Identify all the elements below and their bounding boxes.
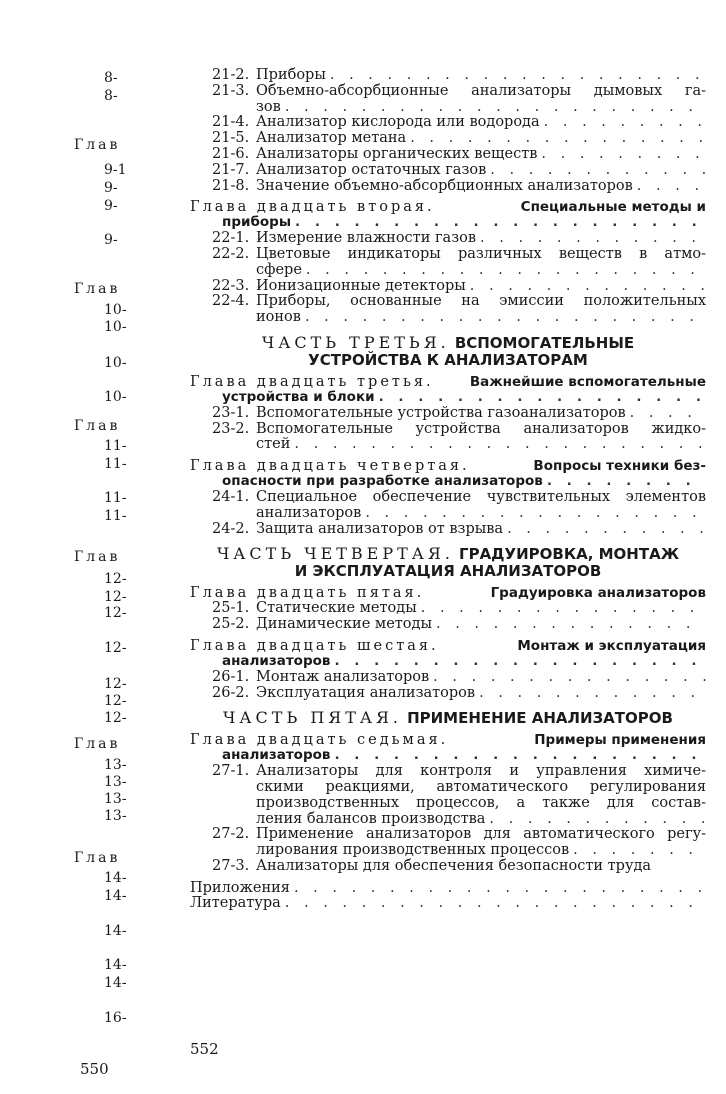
left-section-number: 10- (104, 389, 127, 405)
section-title: Измерение влажности газов (256, 230, 477, 247)
chapter-title-continuation: приборы (222, 214, 292, 231)
left-chapter-fragment: Глав (74, 281, 121, 297)
section-number: 21-2. (212, 67, 250, 83)
dot-leader (306, 263, 706, 279)
toc-entry-continuation (190, 796, 706, 812)
dot-leader (507, 522, 706, 538)
section-number: 24-2. (212, 520, 250, 537)
toc-misc-entry (190, 896, 706, 912)
left-section-number: 9- (104, 232, 118, 248)
section-number: 27-1. (212, 763, 250, 780)
toc-section-entry (190, 617, 706, 633)
section-title: Цветовые индикаторы различных веществ в атмо- (256, 245, 706, 262)
section-title: ионов (256, 309, 301, 326)
section-number: 24-1. (212, 488, 250, 505)
left-section-number: 16- (104, 1010, 127, 1026)
chapter-title: Градуировка анализаторов (490, 585, 706, 602)
left-section-number: 11- (104, 508, 127, 524)
section-title: сфере (256, 261, 302, 278)
section-number: 21-6. (212, 145, 250, 162)
section-title: Ионизационные детекторы (256, 277, 466, 294)
toc-part-heading (190, 334, 706, 369)
toc-misc-entry (190, 881, 706, 897)
dot-leader (479, 686, 706, 702)
toc-section-entry (190, 764, 706, 780)
toc-entry-continuation (190, 506, 706, 522)
toc-entry-continuation (190, 843, 706, 859)
toc-section-entry (190, 522, 706, 538)
part-label: ЧАСТЬ ТРЕТЬЯ. (261, 332, 450, 352)
section-number: 21-3. (212, 82, 250, 99)
section-title: зов (256, 98, 281, 115)
table-of-contents (190, 68, 706, 912)
section-title: Применение анализаторов для автоматического регу- (256, 826, 706, 843)
chapter-title-continuation: опасности при разработке анализаторов (222, 473, 543, 490)
dot-leader (294, 881, 706, 897)
left-section-number: 14- (104, 888, 127, 904)
section-number: 26-1. (212, 668, 250, 685)
dot-leader (573, 843, 706, 859)
section-title: анализаторов (256, 504, 362, 521)
toc-section-entry (190, 84, 706, 100)
left-section-number: 12- (104, 693, 127, 709)
toc-section-entry (190, 686, 706, 702)
part-label: ЧАСТЬ ЧЕТВЕРТАЯ. (216, 544, 454, 564)
chapter-title: Вопросы техники без- (533, 458, 706, 475)
left-section-number: 9- (104, 180, 118, 196)
toc-entry-continuation (190, 100, 706, 116)
toc-section-entry (190, 231, 706, 247)
left-section-number: 14- (104, 923, 127, 939)
dot-leader (480, 231, 706, 247)
toc-section-entry (190, 279, 706, 295)
section-number: 22-3. (212, 277, 250, 294)
left-section-number: 13- (104, 757, 127, 773)
dot-leader (285, 100, 706, 116)
dot-leader (295, 215, 706, 231)
section-title: Литература (190, 895, 281, 912)
section-title: Приборы, основанные на эмиссии положительных (256, 293, 706, 310)
left-section-number: 9-1 (104, 162, 127, 178)
chapter-label: Глава двадцать вторая. (190, 199, 435, 216)
toc-chapter-heading (190, 638, 706, 670)
section-title: Вспомогательные устройства анализаторов жидко- (256, 420, 706, 437)
toc-entry-continuation (190, 310, 706, 326)
section-title: Анализатор остаточных газов (256, 161, 487, 178)
toc-part-heading (190, 545, 706, 580)
part-title: ГРАДУИРОВКА, МОНТАЖ (459, 545, 680, 564)
left-section-number: 12- (104, 589, 127, 605)
left-section-number: 12- (104, 571, 127, 587)
part-title: ВСПОМОГАТЕЛЬНЫЕ (454, 333, 635, 352)
chapter-label: Глава двадцать шестая. (190, 637, 439, 654)
toc-section-entry (190, 601, 706, 617)
section-number: 27-2. (212, 826, 250, 843)
section-title: Защита анализаторов от взрыва (256, 520, 504, 537)
dot-leader (547, 474, 706, 490)
chapter-title-continuation: анализаторов (222, 747, 331, 764)
toc-chapter-heading (190, 458, 706, 490)
dot-leader (285, 896, 706, 912)
chapter-title: Специальные методы и (520, 199, 706, 216)
section-title: лирования производственных процессов (256, 842, 570, 859)
toc-section-entry (190, 670, 706, 686)
section-title: Анализатор метана (256, 130, 407, 147)
dot-leader (421, 601, 706, 617)
section-number: 22-2. (212, 245, 250, 262)
dot-leader (541, 147, 706, 163)
section-title: Значение объемно-абсорбционных анализаторов (256, 177, 633, 194)
left-section-number: 14- (104, 975, 127, 991)
left-section-number: 8- (104, 70, 118, 86)
left-section-number: 12- (104, 605, 127, 621)
dot-leader (490, 163, 706, 179)
section-title: Динамические методы (256, 616, 432, 633)
section-title: ления балансов производства (256, 810, 486, 827)
left-section-number: 12- (104, 710, 127, 726)
left-chapter-fragment: Глав (74, 549, 121, 565)
section-number: 21-5. (212, 130, 250, 147)
part-title-continuation: И ЭКСПЛУАТАЦИЯ АНАЛИЗАТОРОВ (294, 562, 602, 581)
left-section-number: 13- (104, 808, 127, 824)
section-number: 26-2. (212, 684, 250, 701)
toc-chapter-heading (190, 374, 706, 406)
left-section-number: 8- (104, 88, 118, 104)
toc-entry-continuation (190, 263, 706, 279)
left-section-number: 11- (104, 438, 127, 454)
left-chapter-fragment: Глав (74, 418, 121, 434)
section-title: Анализаторы органических веществ (256, 145, 538, 162)
section-number: 22-4. (212, 293, 250, 310)
toc-section-entry (190, 490, 706, 506)
left-section-number: 10- (104, 302, 127, 318)
section-number: 22-1. (212, 230, 250, 247)
section-title: производственных процессов, а также для состав- (256, 794, 706, 811)
section-title: Эксплуатация анализаторов (256, 684, 476, 701)
toc-section-entry (190, 294, 706, 310)
toc-section-entry (190, 68, 706, 84)
section-title: Приложения (190, 879, 290, 896)
left-page-number: 550 (80, 1060, 109, 1078)
toc-section-entry (190, 147, 706, 163)
toc-section-entry (190, 163, 706, 179)
left-section-number: 12- (104, 676, 127, 692)
dot-leader (630, 406, 706, 422)
section-title: Анализаторы для обеспечения безопасности труда (256, 857, 652, 874)
left-section-number: 10- (104, 319, 127, 335)
toc-section-entry (190, 131, 706, 147)
toc-chapter-heading (190, 732, 706, 764)
toc-part-heading (190, 709, 706, 727)
section-title: Вспомогательные устройства газоанализаторов (256, 404, 626, 421)
part-title: ПРИМЕНЕНИЕ АНАЛИЗАТОРОВ (407, 709, 673, 728)
toc-chapter-heading (190, 585, 706, 601)
toc-section-entry (190, 422, 706, 438)
dot-leader (544, 115, 706, 131)
section-title: Монтаж анализаторов (256, 668, 430, 685)
left-section-number: 14- (104, 957, 127, 973)
dot-leader (470, 279, 706, 295)
chapter-label: Глава двадцать седьмая. (190, 732, 449, 749)
part-title-continuation: УСТРОЙСТВА К АНАЛИЗАТОРАМ (308, 350, 588, 369)
toc-section-entry (190, 115, 706, 131)
section-number: 23-1. (212, 404, 250, 421)
left-section-number: 11- (104, 490, 127, 506)
dot-leader (489, 812, 706, 828)
section-title: Объемно-абсорбционные анализаторы дымовых га- (256, 82, 706, 99)
toc-entry-continuation (190, 780, 706, 796)
section-title: скими реакциями, автоматического регулирования (256, 778, 706, 795)
section-number: 27-3. (212, 857, 250, 874)
section-title: Приборы (256, 67, 326, 83)
toc-entry-continuation (190, 812, 706, 828)
dot-leader (334, 748, 706, 764)
dot-leader (294, 437, 706, 453)
toc-entry-continuation (190, 437, 706, 453)
dot-leader (305, 310, 706, 326)
section-title: Статические методы (256, 600, 417, 617)
chapter-label: Глава двадцать третья. (190, 373, 434, 390)
toc-section-entry (190, 859, 706, 875)
section-number: 21-4. (212, 114, 250, 131)
chapter-title: Примеры применения (534, 732, 706, 749)
left-section-number: 10- (104, 355, 127, 371)
dot-leader (330, 68, 706, 84)
section-number: 23-2. (212, 420, 250, 437)
page-number: 552 (190, 1040, 219, 1058)
chapter-title-continuation: анализаторов (222, 652, 331, 669)
section-title: Специальное обеспечение чувствительных элементов (256, 488, 706, 505)
left-section-number: 11- (104, 456, 127, 472)
left-section-number: 9- (104, 198, 118, 214)
section-number: 21-8. (212, 177, 250, 194)
toc-chapter-heading (190, 199, 706, 231)
dot-leader (365, 506, 706, 522)
dot-leader (410, 131, 706, 147)
chapter-title-continuation: устройства и блоки (222, 388, 375, 405)
part-label: ЧАСТЬ ПЯТАЯ. (223, 708, 402, 728)
toc-section-entry (190, 827, 706, 843)
section-title: Анализаторы для контроля и управления химиче- (256, 763, 706, 780)
chapter-title: Монтаж и эксплуатация (517, 637, 706, 654)
left-section-number: 13- (104, 791, 127, 807)
left-section-number: 12- (104, 640, 127, 656)
dot-leader (433, 670, 706, 686)
toc-section-entry (190, 406, 706, 422)
left-section-number: 14- (104, 870, 127, 886)
dot-leader (379, 390, 706, 406)
dot-leader (436, 617, 706, 633)
left-chapter-fragment: Глав (74, 850, 121, 866)
toc-section-entry (190, 179, 706, 195)
section-number: 25-2. (212, 616, 250, 633)
section-title: Анализатор кислорода или водорода (256, 114, 540, 131)
left-chapter-fragment: Глав (74, 736, 121, 752)
dot-leader (334, 654, 706, 670)
dot-leader (637, 179, 706, 195)
section-number: 25-1. (212, 600, 250, 617)
section-title: стей (256, 436, 291, 453)
left-section-number: 13- (104, 774, 127, 790)
left-chapter-fragment: Глав (74, 137, 121, 153)
section-number: 21-7. (212, 161, 250, 178)
toc-section-entry (190, 247, 706, 263)
chapter-label: Глава двадцать четвертая. (190, 458, 470, 475)
chapter-label: Глава двадцать пятая. (190, 585, 425, 602)
chapter-title: Важнейшие вспомогательные (469, 373, 706, 390)
